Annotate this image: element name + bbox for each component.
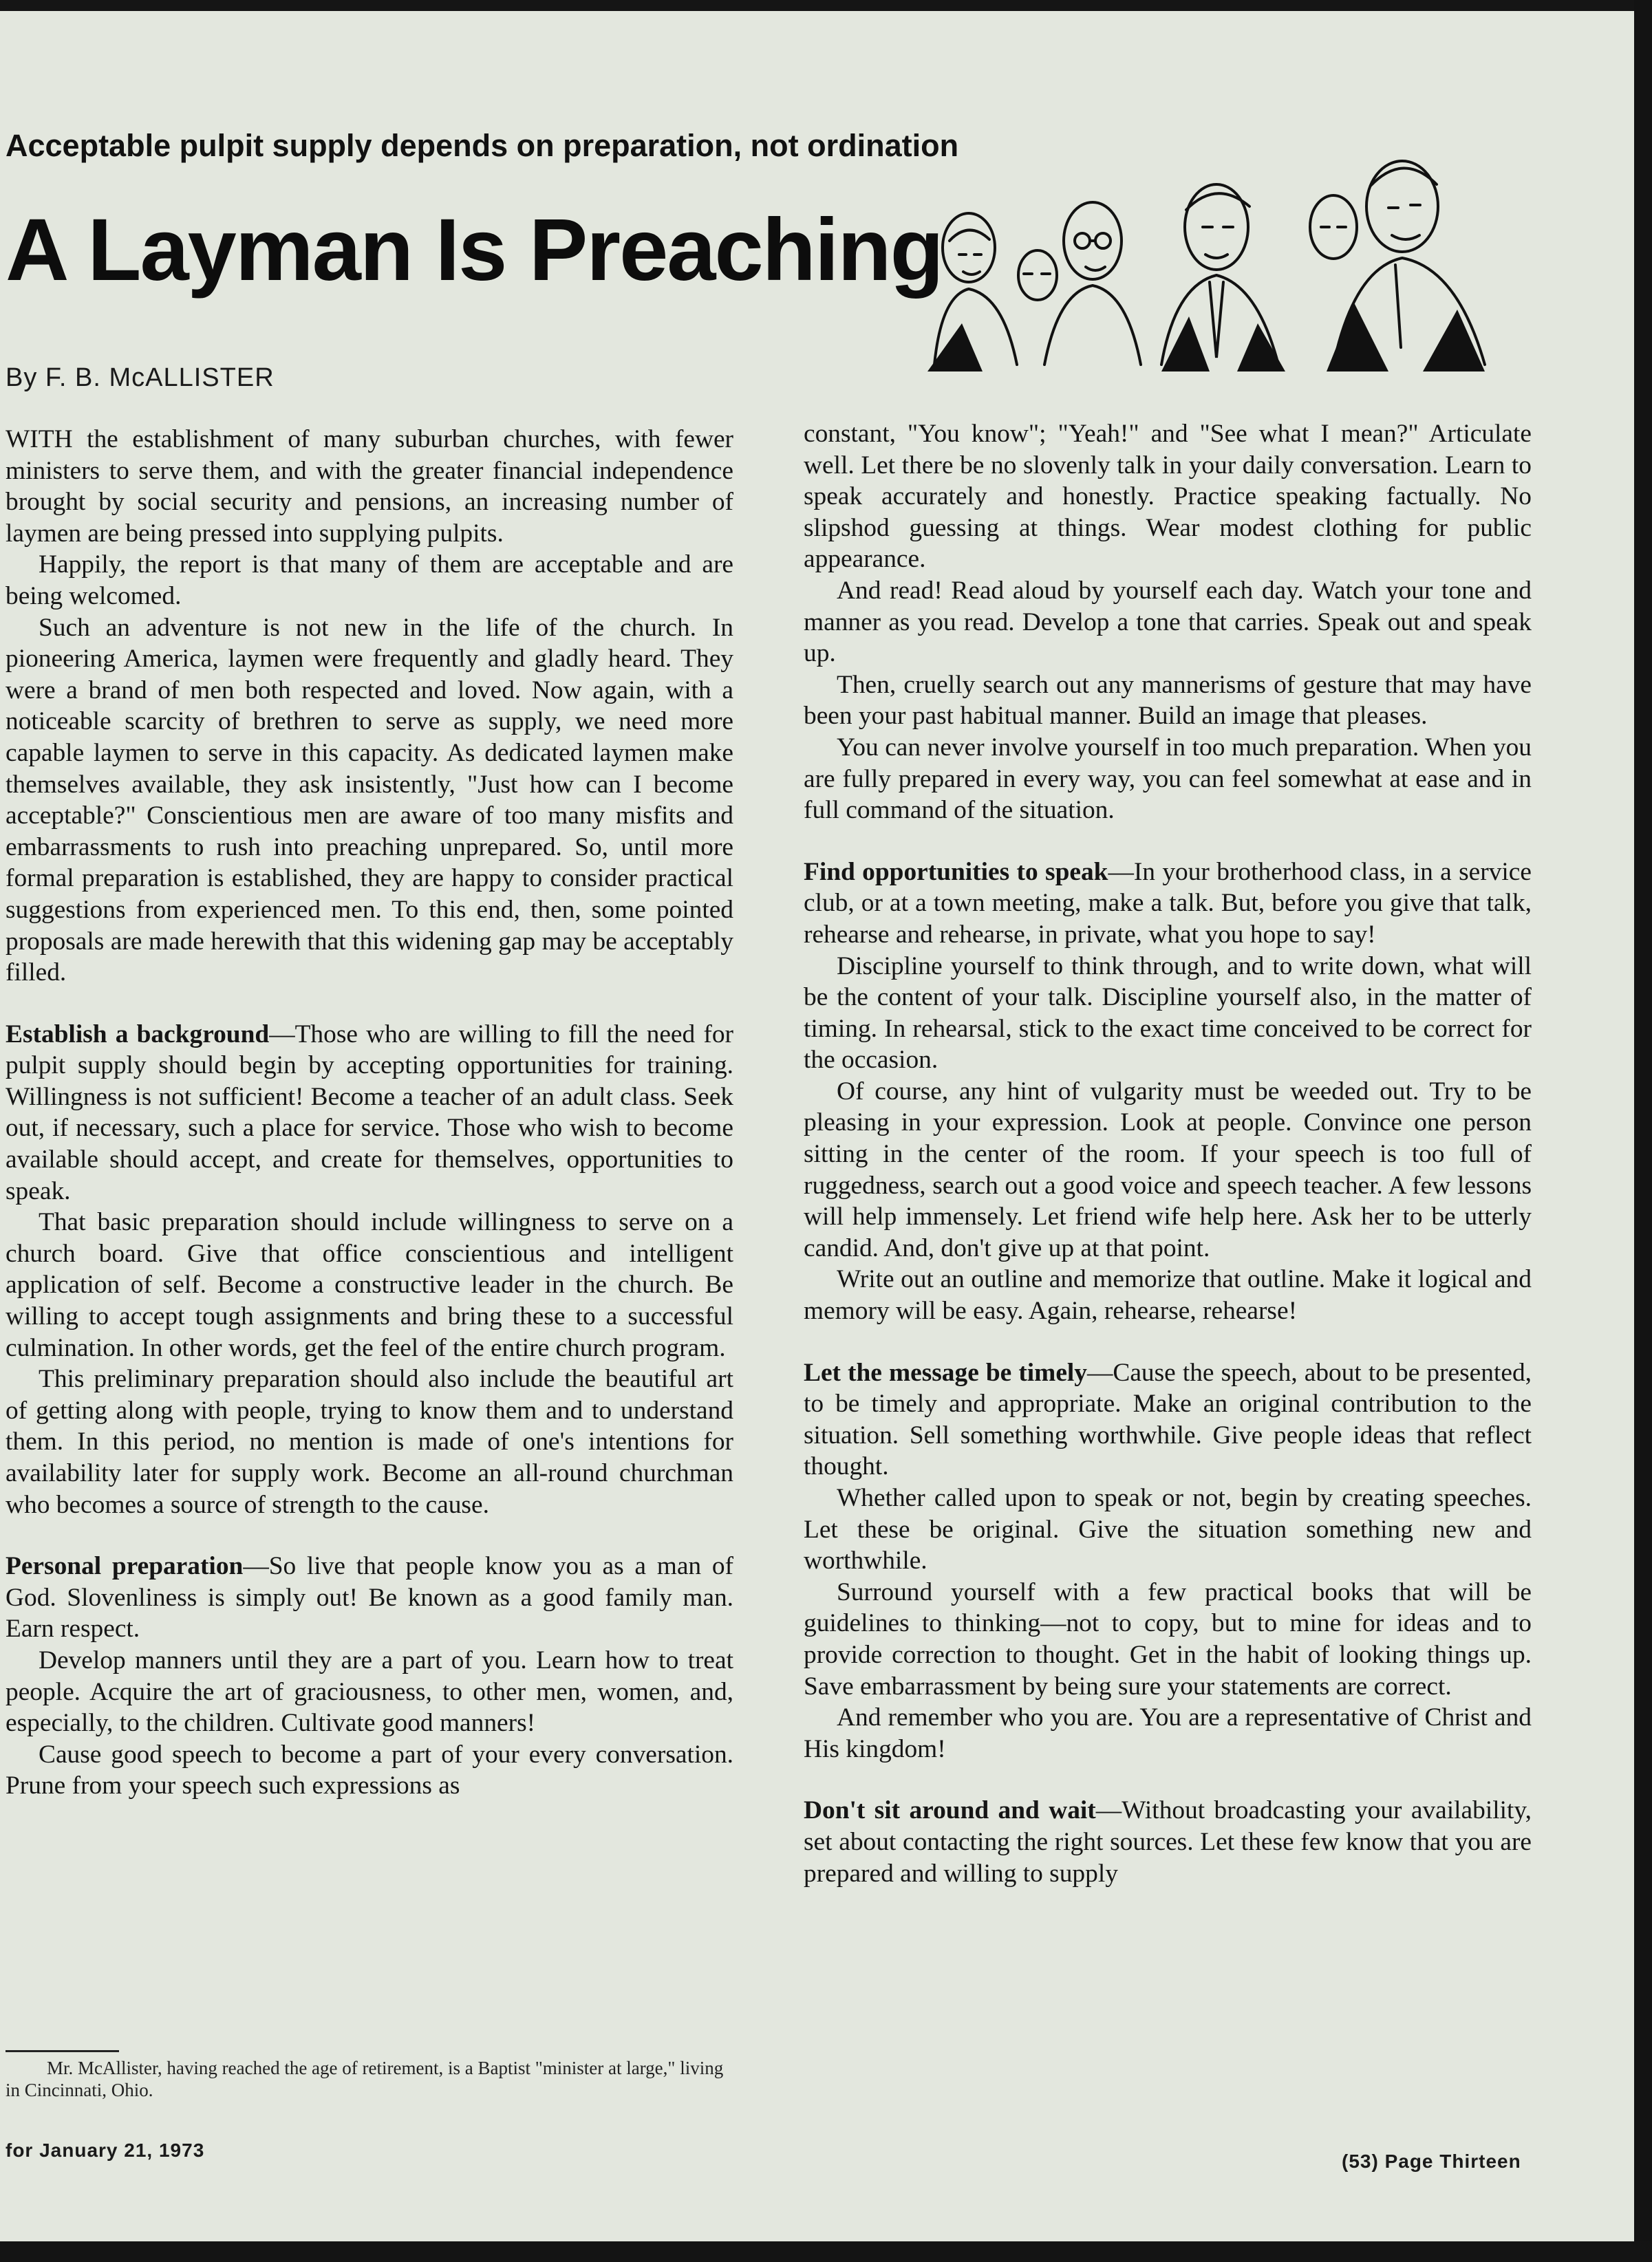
scan-top-edge xyxy=(0,0,1652,11)
author-footnote: Mr. McAllister, having reached the age of retirement, is a Baptist "minister at large," living in Cincinnati, Ohio. xyxy=(6,2058,724,2100)
body-paragraph: constant, "You know"; "Yeah!" and "See what I mean?" Articulate well. Let there be no slovenly talk in your daily conversation. Learn to speak accurately and honestly. Practice speaking factually. No slipshod guessing at things. Wear modest clothing for public appearance. xyxy=(804,420,1532,574)
section-heading: Let the message be timely xyxy=(804,1358,1087,1387)
body-paragraph: Then, cruelly search out any mannerisms of gesture that may have been your past habitual manner. Build an image that pleases. xyxy=(804,670,1532,731)
body-paragraph: WITH the establishment of many suburban churches, with fewer ministers to serve them, and with the greater financial independence brought by social security and pensions, an increasing number of laymen are being pressed into supplying pulpits. xyxy=(6,425,733,548)
body-paragraph: Of course, any hint of vulgarity must be weeded out. Try to be pleasing in your expression. Look at people. Convince one person sitting in the center of the room. If your speech is too full of ruggedness, search out a good voice and speech teacher. A few lessons will help immensely. Let friend wife help here. Ask her to be utterly candid. And, don't give up at that point. xyxy=(804,1077,1532,1262)
article-byline: By F. B. McALLISTER xyxy=(6,363,275,392)
body-paragraph: This preliminary preparation should also include the beautiful art of getting along with people, trying to know them and to understand them. In this period, no mention is made of one's intentions for availability later for supply work. Become an all-round churchman who becomes a source of strength to the cause. xyxy=(6,1365,733,1519)
scan-right-edge xyxy=(1634,0,1652,2262)
article-title: A Layman Is Preaching xyxy=(6,201,943,299)
body-paragraph: Whether called upon to speak or not, begin by creating speeches. Let these be original. Give the situation something new and worthwhile. xyxy=(804,1484,1532,1575)
section-paragraph: Don't sit around and wait—Without broadcasting your availability, set about contacting the right sources. Let these few know that you are prepared and willing to supply xyxy=(804,1796,1532,1888)
body-paragraph: And remember who you are. You are a representative of Christ and His kingdom! xyxy=(804,1703,1532,1763)
section-heading: Don't sit around and wait xyxy=(804,1796,1096,1825)
section-paragraph: Let the message be timely—Cause the speech, about to be presented, to be timely and appropriate. Make an original contribution to the situation. Sell something worthwhile. Give people ideas that reflect thought. xyxy=(804,1358,1532,1481)
scan-bottom-edge xyxy=(0,2241,1652,2262)
body-paragraph: That basic preparation should include willingness to serve on a church board. Give that office conscientious and intelligent application of self. Become a constructive leader in the church. Be willing to accept tough assignments and bring these to a successful culmination. In other words, get the feel of the entire church program. xyxy=(6,1208,733,1362)
body-paragraph: Write out an outline and memorize that outline. Make it logical and memory will be easy. Again, rehearse, rehearse! xyxy=(804,1265,1532,1326)
body-paragraph: Discipline yourself to think through, and to write down, what will be the content of your talk. Discipline yourself also, in the matter of timing. In rehearsal, stick to the exact time conceived to be correct for the occasion. xyxy=(804,951,1532,1075)
right-text-column xyxy=(804,418,1532,1889)
body-paragraph: And read! Read aloud by yourself each day. Watch your tone and manner as you read. Develop a tone that carries. Speak out and speak up. xyxy=(804,576,1532,668)
body-paragraph: You can never involve yourself in too much preparation. When you are fully prepared in every way, you can feel somewhat at ease and in full command of the situation. xyxy=(804,733,1532,825)
section-paragraph: Find opportunities to speak—In your brotherhood class, in a service club, or at a town meeting, make a talk. But, before you give that talk, rehearse and rehearse, in private, what you hope to say! xyxy=(804,857,1532,949)
section-paragraph: Establish a background—Those who are willing to fill the need for pulpit supply should begin by accepting opportunities for training. Willingness is not sufficient! Become a teacher of an adult class. Seek out, if necessary, such a place for service. Those who wish to become available should accept, and create for themselves, opportunities to speak. xyxy=(6,1020,733,1205)
section-paragraph: Personal preparation—So live that people know you as a man of God. Slovenliness is simply out! Be known as a good family man. Earn respect. xyxy=(6,1552,733,1644)
article-kicker: Acceptable pulpit supply depends on preparation, not ordination xyxy=(6,128,959,163)
left-text-column xyxy=(6,424,733,1802)
section-heading: Find opportunities to speak xyxy=(804,857,1108,886)
group-of-laymen-illustration xyxy=(914,144,1533,371)
body-paragraph: Develop manners until they are a part of you. Learn how to treat people. Acquire the art of graciousness, to other men, women, and, especially, to the children. Cultivate good manners! xyxy=(6,1646,733,1738)
body-paragraph: Cause good speech to become a part of your every conversation. Prune from your speech such expressions as xyxy=(6,1740,733,1800)
footnote-rule xyxy=(6,2050,119,2052)
page-number-footer: (53) Page Thirteen xyxy=(1342,2151,1521,2172)
body-paragraph: Such an adventure is not new in the life of the church. In pioneering America, laymen were frequently and gladly heard. They were a brand of men both respected and loved. Now again, with a noticeable scarcity of brethren to serve as supply, we need more capable laymen to serve in this capacity. As dedicated laymen make themselves available, they ask insistently, "Just how can I become acceptable?" Conscientious men are aware of too many misfits and embarrassments to rush into preaching unprepared. So, until more formal preparation is established, they are happy to consider practical suggestions from experienced men. To this end, then, some pointed proposals are made herewith that this widening gap may be acceptably filled. xyxy=(6,613,733,987)
body-paragraph: Surround yourself with a few practical books that will be guidelines to thinking—not to copy, but to mine for ideas and to provide correction to thought. Get in the habit of looking things up. Save embarrassment by being sure your statements are correct. xyxy=(804,1577,1532,1701)
body-paragraph: Happily, the report is that many of them are acceptable and are being welcomed. xyxy=(6,550,733,610)
section-heading: Establish a background xyxy=(6,1020,270,1048)
issue-date-footer: for January 21, 1973 xyxy=(6,2140,205,2161)
section-heading: Personal preparation xyxy=(6,1552,244,1581)
